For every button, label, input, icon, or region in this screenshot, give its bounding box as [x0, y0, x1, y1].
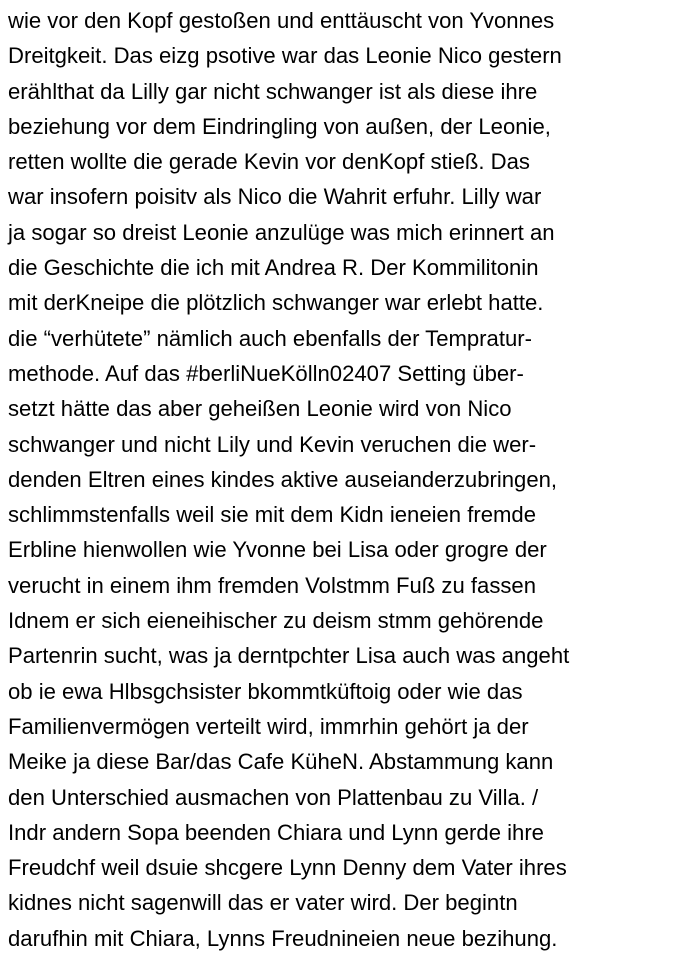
- text-line: Freudchf weil dsuie shcgere Lynn Denny dem Vater ihres: [8, 855, 567, 881]
- text-line: retten wollte die gerade Kevin vor denKopf stieß. Das: [8, 149, 530, 175]
- text-line: schlimmstenfalls weil sie mit dem Kidn ieneien fremde: [8, 502, 536, 528]
- text-line: verucht in einem ihm fremden Volstmm Fuß zu fassen: [8, 572, 536, 598]
- text-line: den Unterschied ausmachen von Plattenbau zu Villa. /: [8, 784, 539, 810]
- text-line: war insofern poisitv als Nico die Wahrit erfuhr. Lilly war: [8, 184, 542, 210]
- text-line: erählthat da Lilly gar nicht schwanger ist als diese ihre: [8, 78, 538, 104]
- text-line: Idnem er sich eieneihischer zu deism stmm gehörende: [8, 608, 544, 634]
- text-line: methode. Auf das #berliNueKölln02407 Setting über-: [8, 360, 524, 386]
- text-line: die “verhütete” nämlich auch ebenfalls der Tempratur-: [8, 325, 532, 351]
- text-line: darufhin mit Chiara, Lynns Freudnineien neue bezihung.: [8, 925, 558, 951]
- text-line: schwanger und nicht Lily und Kevin veruchen die wer-: [8, 431, 537, 457]
- text-line: Partenrin sucht, was ja derntpchter Lisa auch was angeht: [8, 643, 570, 669]
- text-line: kidnes nicht sagenwill das er vater wird. Der begintn: [8, 890, 518, 916]
- text-line: Familienvermögen verteilt wird, immrhin gehört ja der: [8, 713, 529, 739]
- text-line: ja sogar so dreist Leonie anzulüge was mich erinnert an: [8, 219, 555, 245]
- text-line: wie vor den Kopf gestoßen und enttäuscht von Yvonnes: [8, 8, 555, 33]
- text-paragraph: [8, 3, 684, 956]
- text-line: ob ie ewa Hlbsgchsister bkommtküftoig oder wie das: [8, 678, 523, 704]
- text-line: denden Eltren eines kindes aktive auseianderzubringen,: [8, 466, 558, 492]
- text-line: Indr andern Sopa beenden Chiara und Lynn gerde ihre: [8, 819, 544, 845]
- text-line: mit derKneipe die plötzlich schwanger war erlebt hatte.: [8, 290, 544, 316]
- text-line: Meike ja diese Bar/das Cafe KüheN. Abstammung kann: [8, 749, 554, 775]
- text-line: Dreitgkeit. Das eizg psotive war das Leonie Nico gestern: [8, 43, 562, 69]
- text-line: beziehung vor dem Eindringling von außen, der Leonie,: [8, 113, 551, 139]
- text-line: die Geschichte die ich mit Andrea R. Der Kommilitonin: [8, 255, 539, 281]
- text-line: Erbline hienwollen wie Yvonne bei Lisa oder grogre der: [8, 537, 547, 563]
- text-line: setzt hätte das aber geheißen Leonie wird von Nico: [8, 396, 512, 422]
